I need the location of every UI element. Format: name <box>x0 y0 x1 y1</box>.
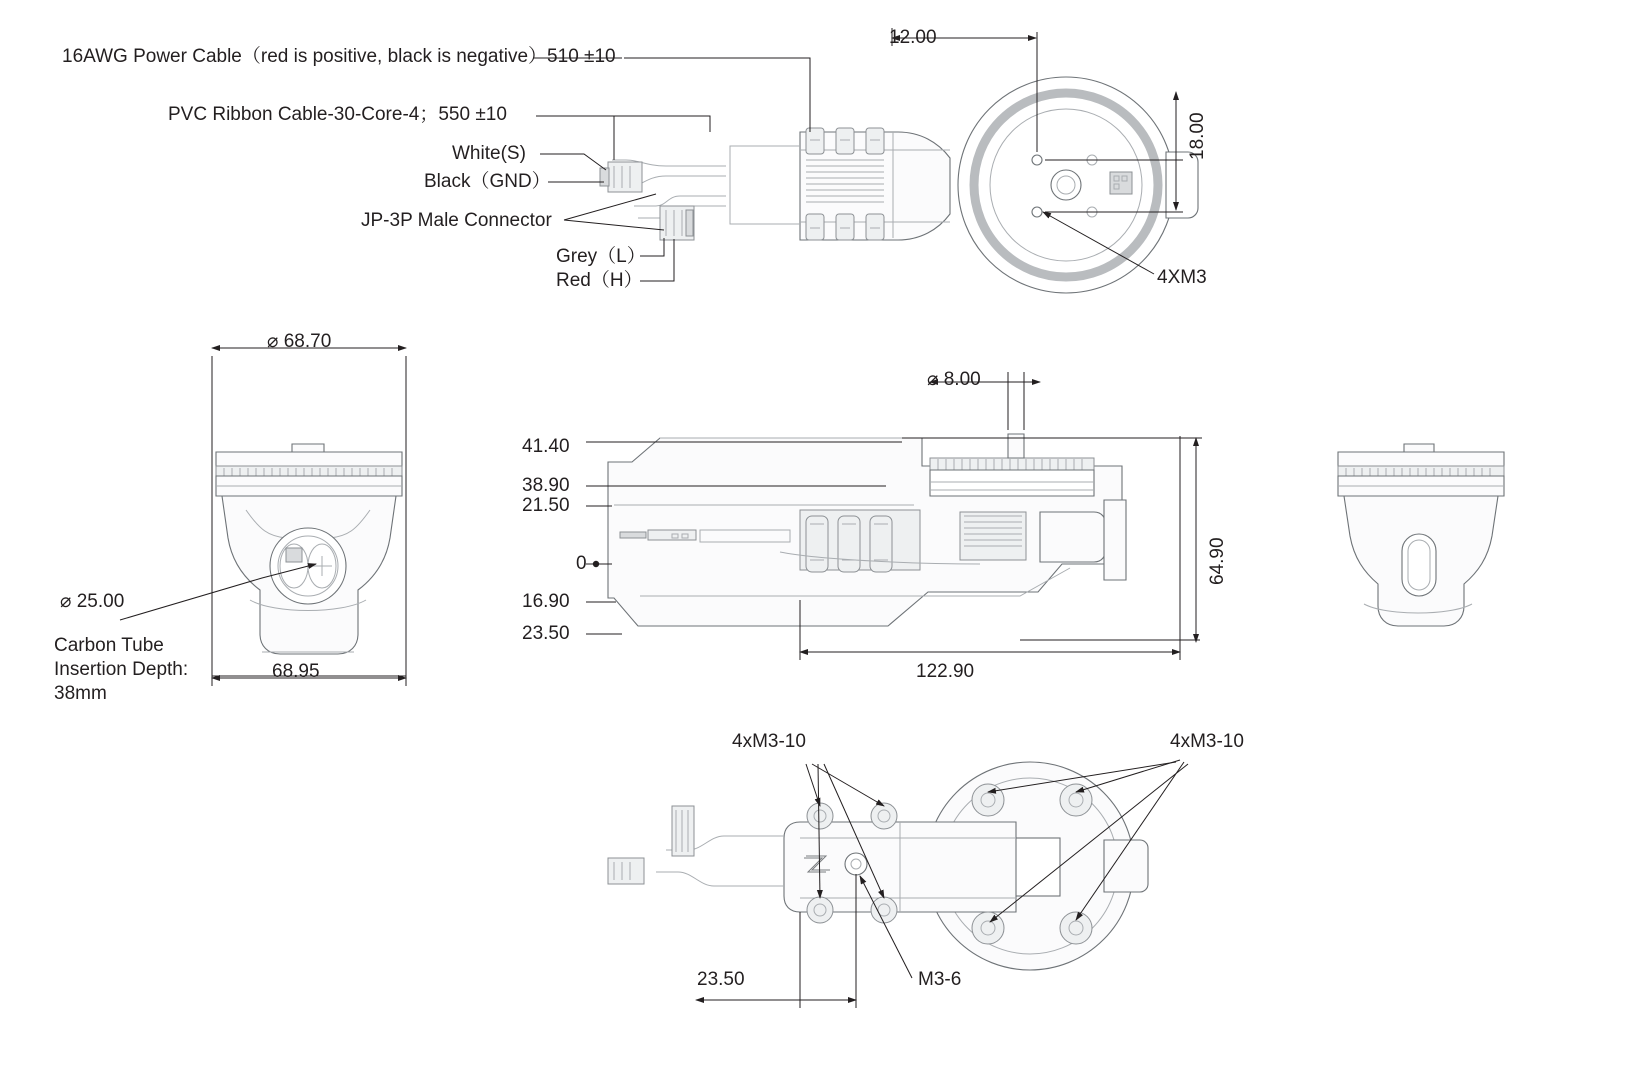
bottom-view-graphic <box>608 760 1188 1008</box>
callout-power-cable: 16AWG Power Cable（red is positive, black is negative）510 ±10 <box>62 46 616 67</box>
callout-screws-left: 4xM3-10 <box>732 731 806 752</box>
dim-2150: 21.50 <box>522 495 570 516</box>
carbon-tube-note-line3: 38mm <box>54 683 107 704</box>
dim-6490: 64.90 <box>1207 537 1228 585</box>
callout-screw-pattern: 4XM3 <box>1157 267 1207 288</box>
callout-connector: JP-3P Male Connector <box>361 210 552 231</box>
dim-6895: 68.95 <box>272 661 320 682</box>
callout-screws-right: 4xM3-10 <box>1170 731 1244 752</box>
dim-diameter-2500: ⌀ 25.00 <box>60 591 125 612</box>
callout-wire-black: Black（GND） <box>424 171 551 192</box>
dim-diameter-800: ⌀ 8.00 <box>927 369 981 390</box>
dim-2350: 23.50 <box>522 623 570 644</box>
dim-18: 18.00 <box>1187 112 1208 160</box>
carbon-tube-note-line1: Carbon Tube <box>54 635 164 656</box>
carbon-tube-note-line2: Insertion Depth: <box>54 659 189 680</box>
callout-wire-red: Red（H） <box>556 270 643 291</box>
dim-1690: 16.90 <box>522 591 570 612</box>
end-view-graphic <box>1338 444 1504 626</box>
callout-wire-grey: Grey（L） <box>556 246 646 267</box>
callout-ribbon-cable: PVC Ribbon Cable-30-Core-4；550 ±10 <box>168 104 507 125</box>
dim-2350-bottom: 23.50 <box>697 969 745 990</box>
dim-diameter-6870: ⌀ 68.70 <box>267 331 332 352</box>
dim-4140: 41.40 <box>522 436 570 457</box>
callout-screw-center: M3-6 <box>918 969 962 990</box>
callout-wire-white: White(S) <box>452 143 526 164</box>
dim-3890: 38.90 <box>522 475 570 496</box>
dim-12290: 122.90 <box>916 661 975 682</box>
dim-zero: 0 <box>576 553 587 574</box>
dim-12: 12.00 <box>889 27 937 48</box>
